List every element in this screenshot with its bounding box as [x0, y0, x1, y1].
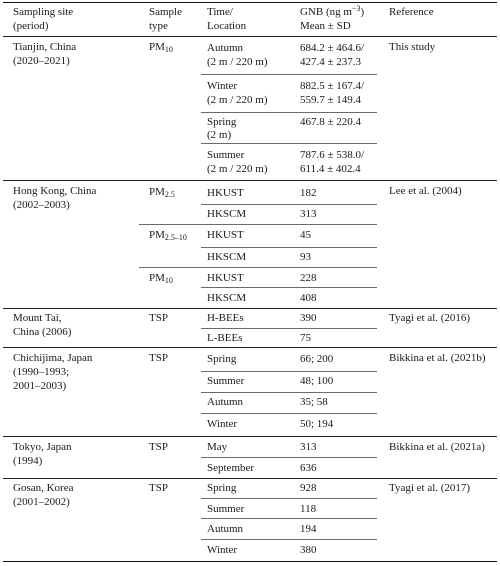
- value-cell: 35; 58: [300, 396, 328, 408]
- location-cell: September: [207, 462, 255, 474]
- group-divider: [3, 180, 497, 181]
- sample-type: TSP: [149, 482, 168, 494]
- location-cell: Winter: [207, 544, 238, 556]
- header-type: Sample: [149, 6, 182, 18]
- time-cell: Spring: [207, 116, 237, 128]
- reference: Bikkina et al. (2021b): [389, 352, 486, 364]
- location-cell: Summer: [207, 503, 245, 515]
- location-cell: L-BEEs: [207, 332, 243, 344]
- value-cell: 390: [300, 312, 317, 324]
- row-divider: [201, 112, 377, 113]
- header-gnb: GNB (ng $m^{-3}$): [300, 4, 365, 18]
- location-cell: May: [207, 441, 228, 453]
- sample-type: $PM_{10}$: [149, 272, 173, 285]
- site-period: (1990–1993;: [13, 366, 70, 378]
- row-divider: [201, 143, 377, 144]
- value-cell: 684.2 ± 464.6/: [300, 42, 365, 54]
- value-cell: 48; 100: [300, 375, 334, 387]
- location-cell: HKUST: [207, 229, 244, 241]
- value-cell: 45: [300, 229, 311, 241]
- site-name: Gosan, Korea: [13, 482, 74, 494]
- value-cell: 66; 200: [300, 353, 334, 365]
- value-cell: 636: [300, 462, 317, 474]
- sample-type: TSP: [149, 312, 168, 324]
- location-cell: Autumn: [207, 523, 244, 535]
- time-cell: (2 m): [207, 129, 232, 141]
- value-cell: 611.4 ± 402.4: [300, 163, 361, 175]
- location-cell: Spring: [207, 353, 237, 365]
- reference: Bikkina et al. (2021a): [389, 441, 485, 453]
- sample-type: $PM_{2.5}$: [149, 186, 175, 199]
- value-cell: 408: [300, 292, 317, 304]
- row-divider: [201, 204, 377, 205]
- location-cell: HKUST: [207, 272, 244, 284]
- header-reference: Reference: [389, 6, 434, 18]
- sample-type: TSP: [149, 441, 168, 453]
- row-divider: [201, 518, 377, 519]
- sample-type: TSP: [149, 352, 168, 364]
- location-cell: Autumn: [207, 396, 244, 408]
- row-divider: [201, 413, 377, 414]
- value-cell: 228: [300, 272, 317, 284]
- row-divider: [139, 224, 377, 225]
- reference: Lee et al. (2004): [389, 185, 462, 197]
- value-cell: 427.4 ± 237.3: [300, 56, 362, 68]
- site-period: (2001–2002): [13, 496, 70, 508]
- reference: Tyagi et al. (2016): [389, 312, 471, 324]
- row-divider: [139, 267, 377, 268]
- row-divider: [201, 457, 377, 458]
- row-divider: [201, 539, 377, 540]
- row-divider: [201, 328, 377, 329]
- site-period: (2020–2021): [13, 55, 70, 67]
- value-cell: 93: [300, 251, 311, 263]
- site-period: China (2006): [13, 326, 72, 338]
- site-name: Chichijima, Japan: [13, 352, 93, 364]
- time-cell: Winter: [207, 80, 238, 92]
- bottom-rule: [3, 561, 497, 562]
- location-cell: Summer: [207, 375, 245, 387]
- row-divider: [201, 287, 377, 288]
- site-period: (1994): [13, 455, 43, 467]
- value-cell: 928: [300, 482, 317, 494]
- header-rule: [3, 36, 497, 37]
- top-rule: [3, 2, 497, 3]
- value-cell: 194: [300, 523, 317, 535]
- value-cell: 559.7 ± 149.4: [300, 94, 362, 106]
- site-name: Tianjin, China: [13, 41, 77, 53]
- time-cell: (2 m / 220 m): [207, 56, 268, 68]
- value-cell: 380: [300, 544, 317, 556]
- value-cell: 787.6 ± 538.0/: [300, 149, 365, 161]
- location-cell: HKSCM: [207, 208, 247, 220]
- row-divider: [201, 74, 377, 75]
- row-divider: [201, 247, 377, 248]
- location-cell: Winter: [207, 418, 238, 430]
- header-gnb-sub: Mean ± SD: [300, 20, 351, 32]
- location-cell: Spring: [207, 482, 237, 494]
- reference: This study: [389, 41, 436, 53]
- time-cell: (2 m / 220 m): [207, 94, 268, 106]
- header-site-sub: (period): [13, 20, 49, 32]
- header-type-sub: type: [149, 20, 168, 32]
- value-cell: 467.8 ± 220.4: [300, 116, 362, 128]
- value-cell: 882.5 ± 167.4/: [300, 80, 365, 92]
- group-divider: [3, 478, 497, 479]
- location-cell: HKSCM: [207, 292, 247, 304]
- site-name: Hong Kong, China: [13, 185, 97, 197]
- value-cell: 182: [300, 187, 317, 199]
- sample-type: $PM_{2.5-10}$: [149, 229, 187, 242]
- site-period: 2001–2003): [13, 380, 67, 392]
- site-period: (2002–2003): [13, 199, 70, 211]
- site-name: Mount Tai,: [13, 312, 62, 324]
- location-cell: H-BEEs: [207, 312, 244, 324]
- row-divider: [201, 371, 377, 372]
- group-divider: [3, 436, 497, 437]
- value-cell: 118: [300, 503, 317, 515]
- time-cell: Summer: [207, 149, 245, 161]
- group-divider: [3, 347, 497, 348]
- group-divider: [3, 308, 497, 309]
- location-cell: HKUST: [207, 187, 244, 199]
- value-cell: 50; 194: [300, 418, 334, 430]
- value-cell: 75: [300, 332, 311, 344]
- sample-type: $PM_{10}$: [149, 41, 173, 54]
- site-name: Tokyo, Japan: [13, 441, 72, 453]
- time-cell: Autumn: [207, 42, 244, 54]
- time-cell: (2 m / 220 m): [207, 163, 268, 175]
- row-divider: [201, 498, 377, 499]
- header-site: Sampling site: [13, 6, 74, 18]
- header-time: Time/: [207, 6, 233, 18]
- reference: Tyagi et al. (2017): [389, 482, 471, 494]
- header-location: Location: [207, 20, 247, 32]
- location-cell: HKSCM: [207, 251, 247, 263]
- row-divider: [201, 392, 377, 393]
- value-cell: 313: [300, 441, 317, 453]
- value-cell: 313: [300, 208, 317, 220]
